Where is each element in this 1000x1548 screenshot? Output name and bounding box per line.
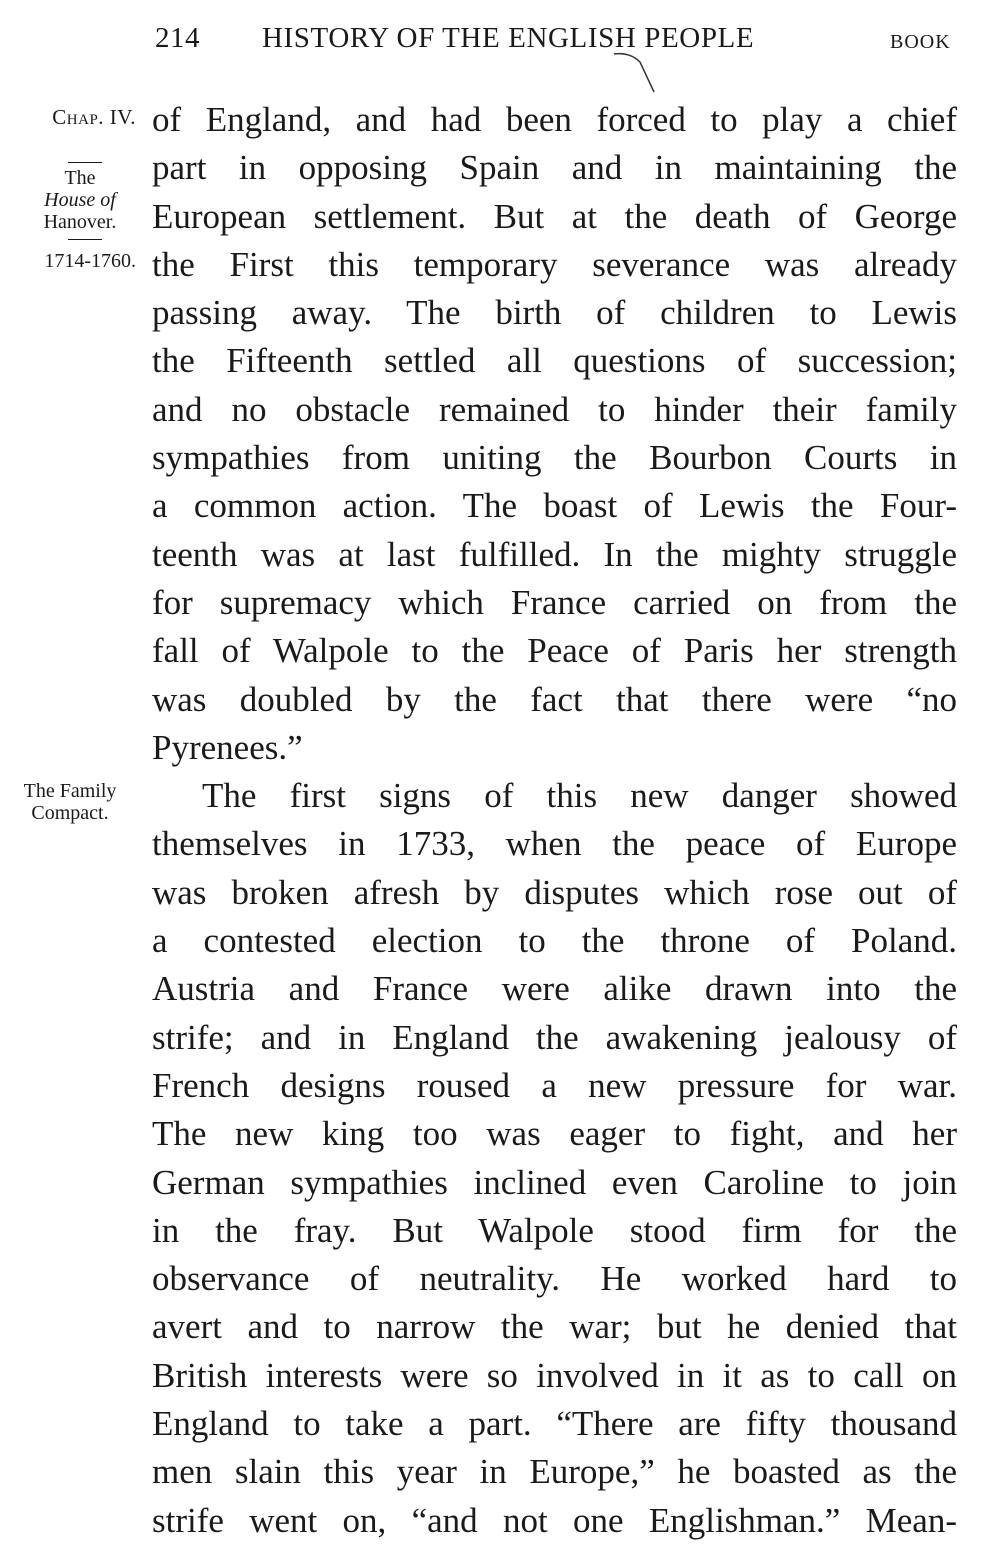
text-line: a contested election to the throne of Poland. bbox=[152, 921, 957, 961]
text-line: strife went on, “and not one Englishman.” Mean- bbox=[152, 1500, 957, 1540]
margin-note-chapter bbox=[8, 106, 136, 128]
family-note-line-1: The Family bbox=[23, 780, 117, 802]
house-note-line-2: House of bbox=[44, 189, 116, 211]
text-line: was doubled by the fact that there were “no bbox=[152, 679, 957, 719]
text-line: French designs roused a new pressure for war. bbox=[152, 1065, 957, 1105]
text-line: Pyrenees.” bbox=[152, 727, 303, 767]
text-line: passing away. The birth of children to Lewis bbox=[152, 293, 957, 333]
margin-note-family-compact bbox=[0, 780, 140, 824]
running-title: HISTORY OF THE ENGLISH PEOPLE bbox=[262, 22, 755, 54]
divider bbox=[68, 239, 102, 240]
text-line: sympathies from uniting the Bourbon Courts in bbox=[152, 438, 957, 478]
text-line: the Fifteenth settled all questions of succession; bbox=[152, 341, 957, 381]
text-line: Austria and France were alike drawn into the bbox=[152, 969, 957, 1009]
margin-note-house bbox=[6, 156, 136, 244]
text-line: European settlement. But at the death of George bbox=[152, 196, 957, 236]
text-line: part in opposing Spain and in maintaining the bbox=[152, 148, 957, 188]
book-label: BOOK bbox=[890, 31, 951, 53]
text-line: teenth was at last fulfilled. In the mighty struggle bbox=[152, 534, 957, 574]
text-line: England to take a part. “There are fifty thousand bbox=[152, 1404, 957, 1444]
text-line: observance of neutrality. He worked hard to bbox=[152, 1259, 957, 1299]
text-line: of England, and had been forced to play a chief bbox=[152, 100, 957, 139]
text-line: in the fray. But Walpole stood firm for the bbox=[152, 1210, 957, 1250]
text-line: and no obstacle remained to hinder their family bbox=[152, 389, 957, 429]
text-line: German sympathies inclined even Caroline to join bbox=[152, 1162, 957, 1202]
house-note-line-1: The bbox=[64, 167, 96, 189]
running-header bbox=[0, 22, 1000, 62]
text-line: themselves in 1733, when the peace of Europe bbox=[152, 824, 957, 864]
text-line: men slain this year in Europe,” he boasted as the bbox=[152, 1452, 957, 1492]
dates-label: 1714-1760. bbox=[44, 250, 136, 272]
text-line: for supremacy which France carried on from the bbox=[152, 582, 957, 622]
body-text bbox=[152, 96, 957, 1545]
text-line: strife; and in England the awakening jealousy of bbox=[152, 1017, 957, 1057]
text-line: British interests were so involved in it as to call on bbox=[152, 1355, 957, 1395]
pencil-mark-icon bbox=[610, 50, 660, 100]
page-number: 214 bbox=[155, 22, 200, 54]
text-line: The first signs of this new danger showed bbox=[202, 776, 957, 816]
text-line: The new king too was eager to fight, and her bbox=[152, 1114, 957, 1154]
text-line: fall of Walpole to the Peace of Paris her strength bbox=[152, 631, 957, 671]
divider bbox=[68, 162, 102, 163]
text-line: a common action. The boast of Lewis the Four- bbox=[152, 486, 957, 526]
house-note-line-3: Hanover. bbox=[43, 211, 117, 233]
text-line: was broken afresh by disputes which rose out of bbox=[152, 872, 957, 912]
margin-note-dates bbox=[6, 250, 136, 272]
chapter-label: Chap. IV. bbox=[52, 105, 136, 129]
text-line: avert and to narrow the war; but he denied that bbox=[152, 1307, 957, 1347]
family-note-line-2: Compact. bbox=[31, 802, 109, 824]
text-line: the First this temporary severance was already bbox=[152, 244, 957, 284]
